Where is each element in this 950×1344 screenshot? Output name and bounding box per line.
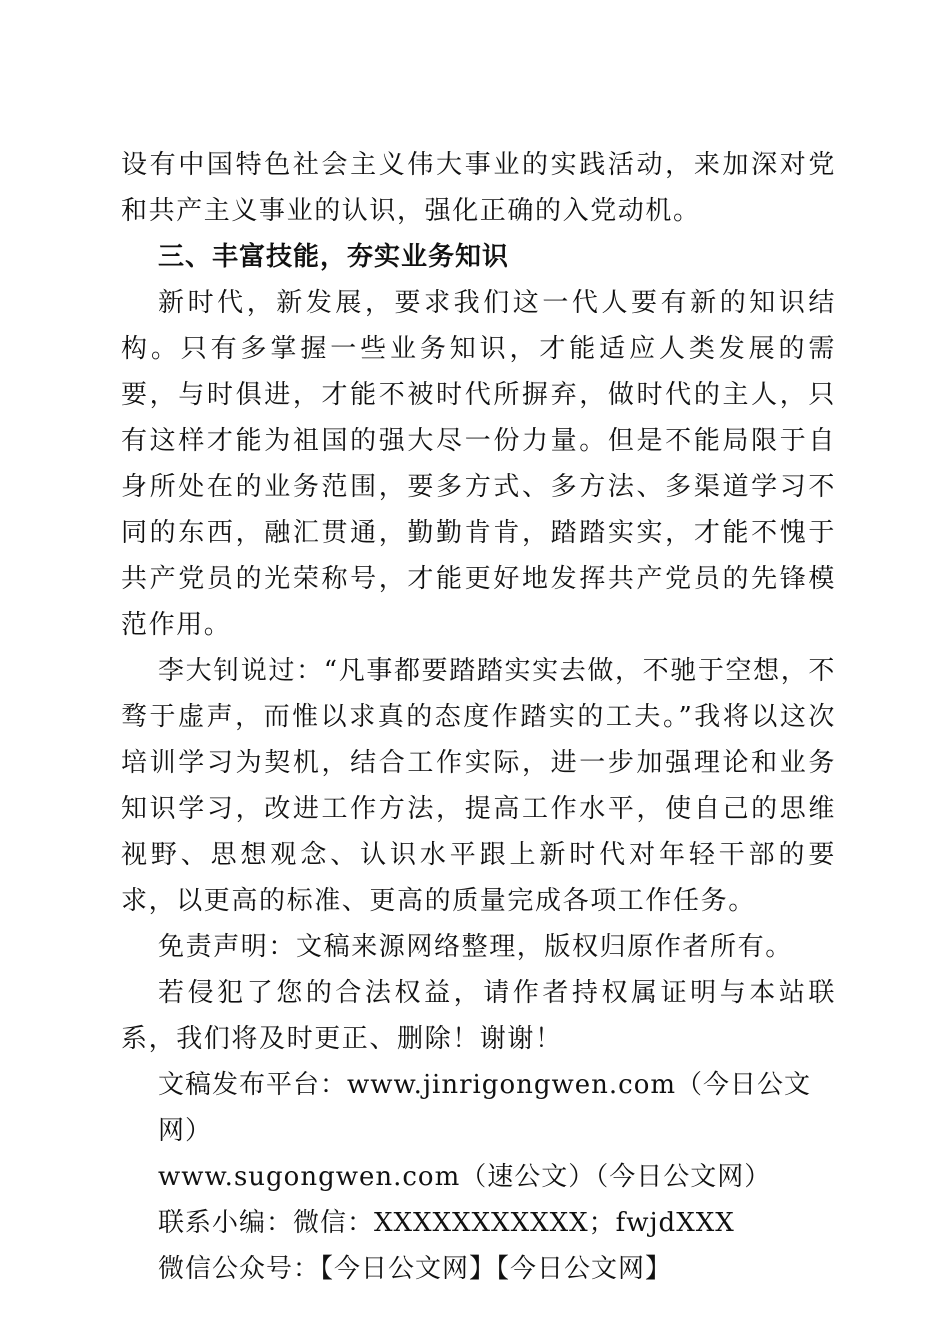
- document-body: [121, 142, 836, 1292]
- wechat-account: 微信公众号：【今日公文网】【今日公文网】: [158, 1254, 673, 1284]
- contact-editor: 联系小编：微信：XXXXXXXXXXX；fwjdXXX: [158, 1208, 735, 1238]
- publish-platform: 文稿发布平台：www.jinrigongwen.com（今日公文网）: [158, 1070, 812, 1146]
- paragraph-quote: 李大钊说过：“凡事都要踏踏实实去做，不驰于空想，不骛于虚声，而惟以求真的态度作踏实的工夫。”我将以这次培训学习为契机，结合工作实际，进一步加强理论和业务知识学习，改进工作方法，提高工作水平，使自己的思维视野、思想观念、认识水平跟上新时代对年轻干部的要求，以更高的标准、更高的质量完成各项工作任务。: [121, 656, 836, 916]
- disclaimer-line: 免责声明：文稿来源网络整理，版权归原作者所有。: [158, 932, 793, 962]
- paragraph-skills: 新时代，新发展，要求我们这一代人要有新的知识结构。只有多掌握一些业务知识，才能适应人类发展的需要，与时俱进，才能不被时代所摒弃，做时代的主人，只有这样才能为祖国的强大尽一份力量。但是不能局限于自身所处在的业务范围，要多方式、多方法、多渠道学习不同的东西，融汇贯通，勤勤肯肯，踏踏实实，才能不愧于共产党员的光荣称号，才能更好地发挥共产党员的先锋模范作用。: [121, 288, 836, 640]
- publish-site: www.sugongwen.com（速公文）（今日公文网）: [158, 1162, 772, 1192]
- paragraph-continuation: 设有中国特色社会主义伟大事业的实践活动，来加深对党和共产主义事业的认识，强化正确的入党动机。: [121, 150, 836, 226]
- section-heading: 三、丰富技能，夯实业务知识: [158, 242, 510, 272]
- disclaimer-contact: 若侵犯了您的合法权益，请作者持权属证明与本站联系，我们将及时更正、删除！谢谢！: [121, 978, 836, 1054]
